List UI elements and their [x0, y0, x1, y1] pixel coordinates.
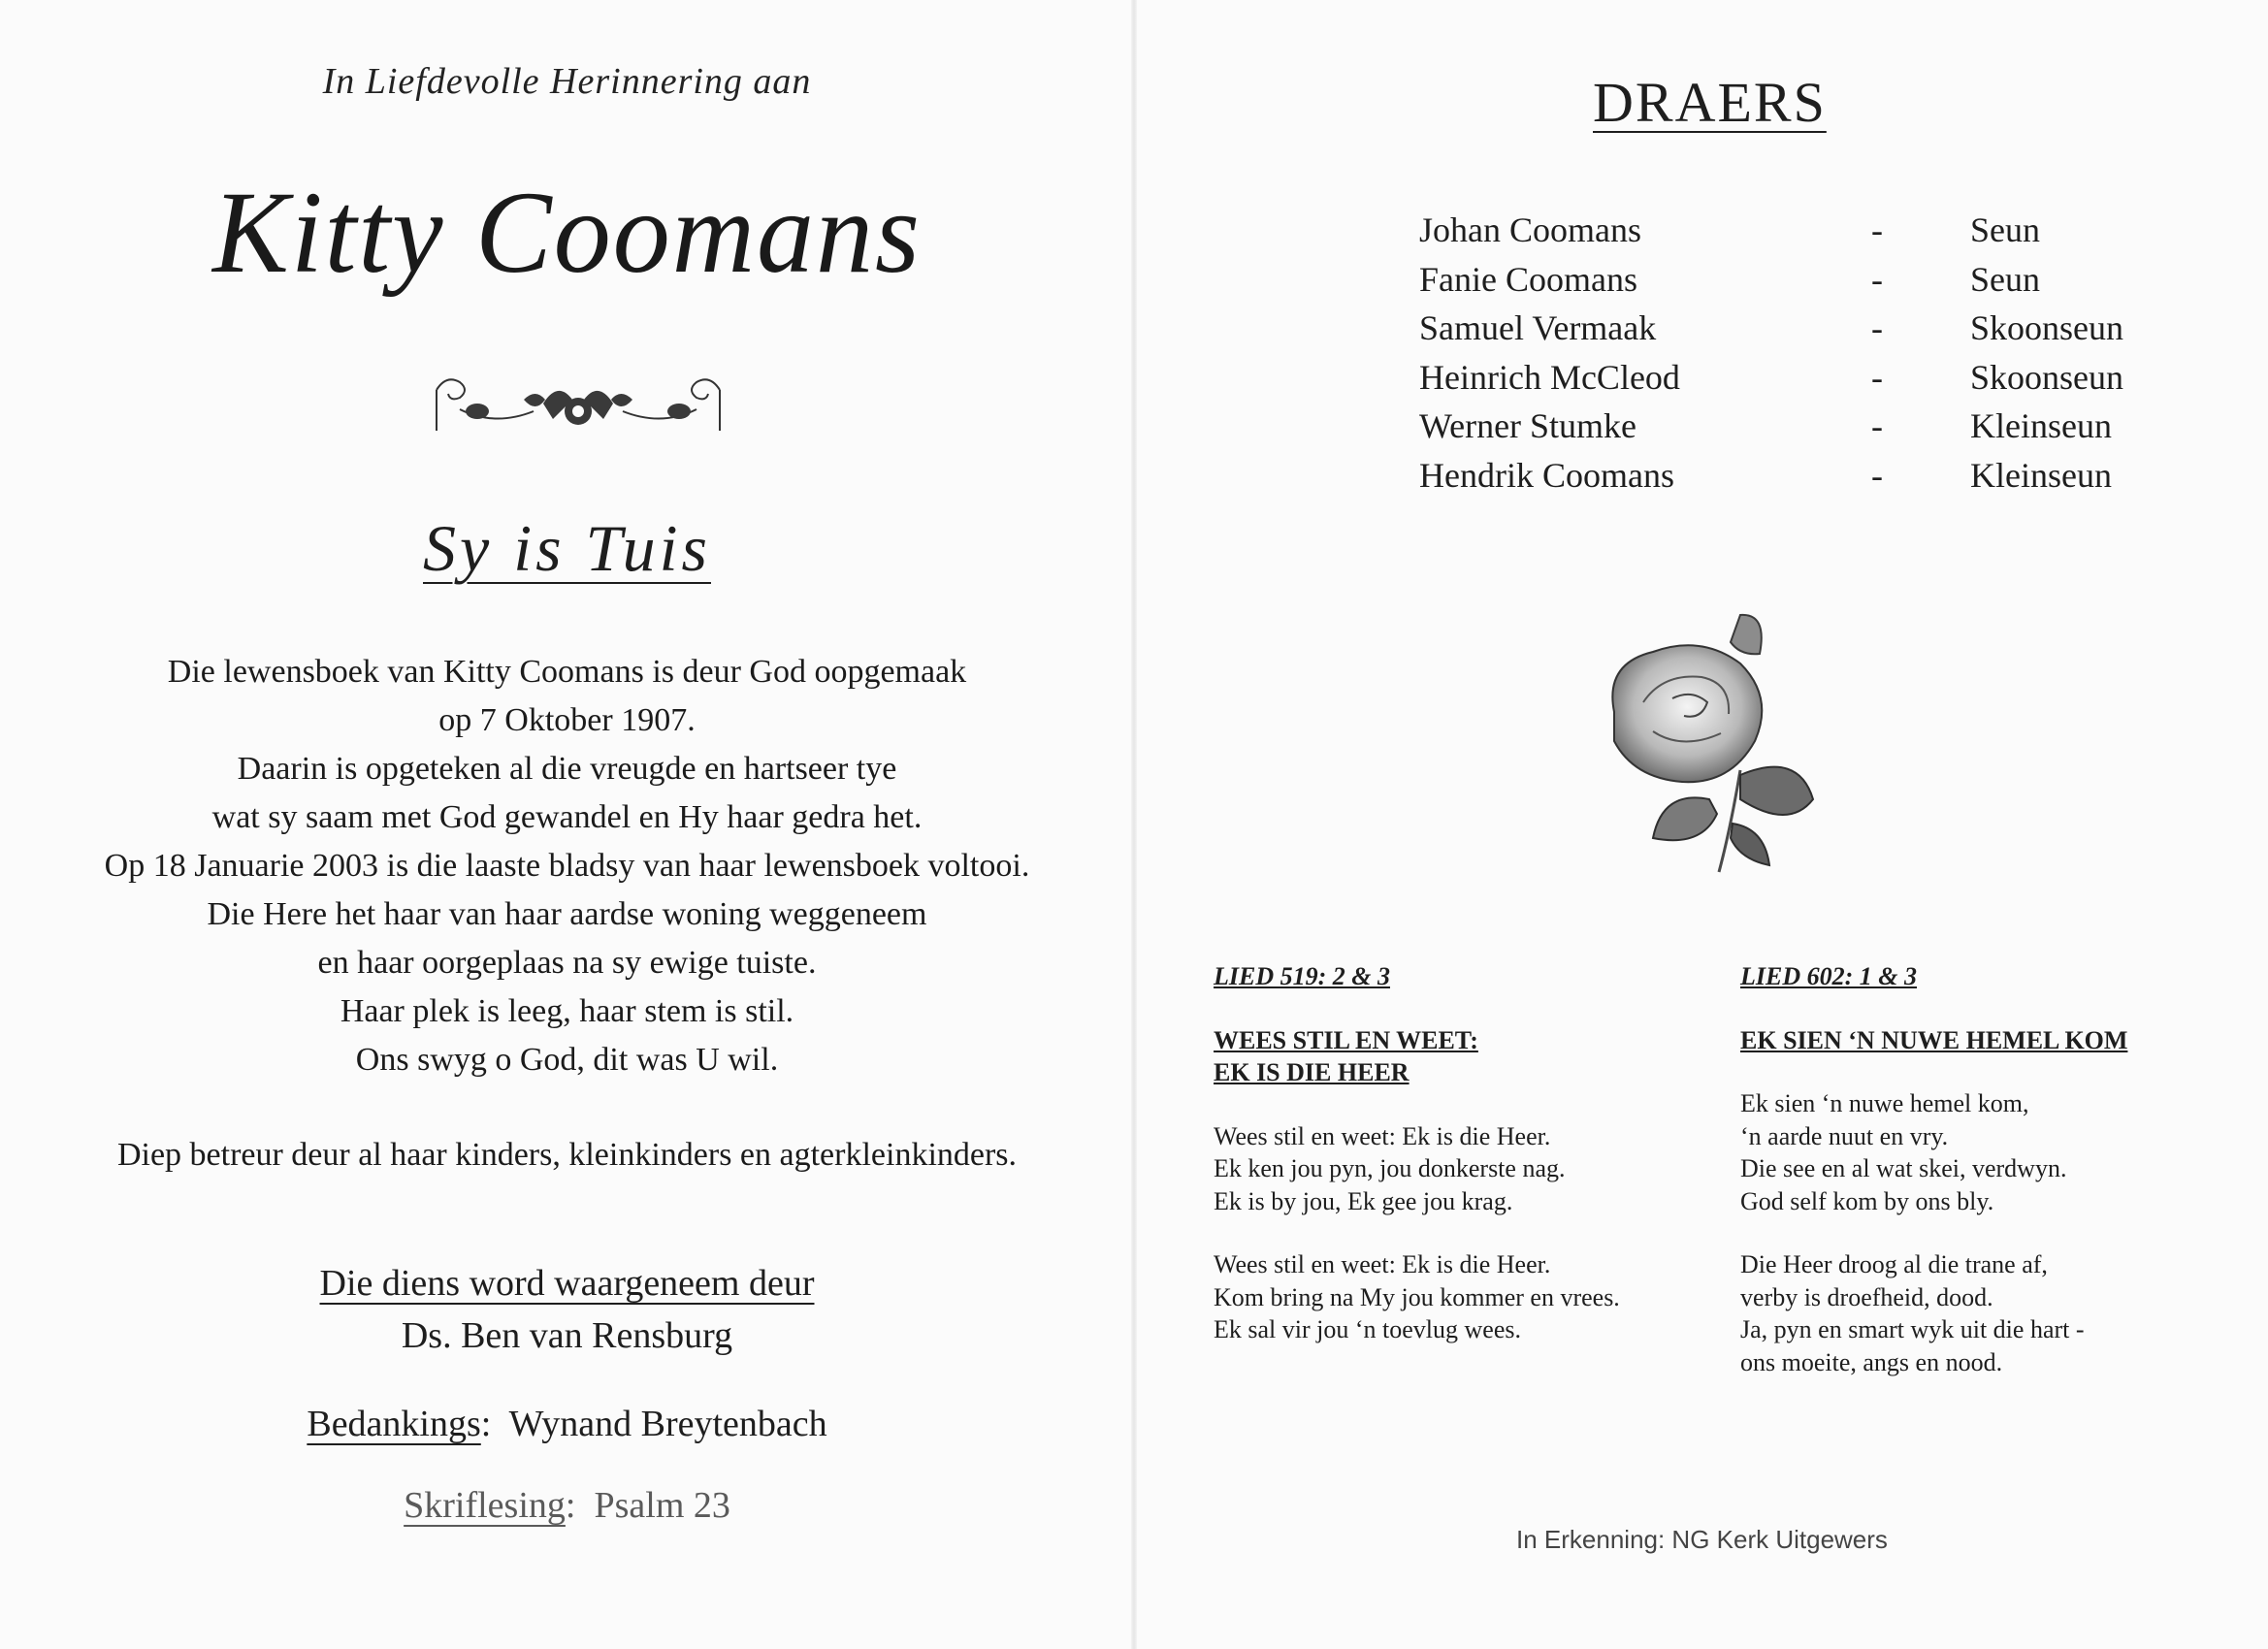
bearer-dash: - [1871, 406, 1883, 445]
hymn-title-line: WEES STIL EN WEET: [1214, 1025, 1478, 1054]
flourish-divider-icon [427, 371, 729, 438]
verse-line: Kom bring na My jou kommer en vrees. [1214, 1282, 1620, 1311]
bearer-name: Heinrich McCleod [1419, 357, 1680, 397]
hymn-block [1214, 960, 1718, 1346]
service-label: Die diens word waargeneem deur [319, 1263, 815, 1304]
verse-line: Ek sal vir jou ‘n toevlug wees. [1214, 1315, 1521, 1343]
hymn-title [1740, 1024, 2245, 1057]
verse-line: God self kom by ons bly. [1740, 1186, 1994, 1215]
bearer-name: Samuel Vermaak [1419, 308, 1657, 347]
verse-line: Wees stil en weet: Ek is die Heer. [1214, 1250, 1551, 1278]
service-block [0, 1257, 1134, 1362]
bearer-dash: - [1871, 455, 1883, 495]
bearer-relation: Skoonseun [1970, 308, 2124, 347]
dedication-line: In Liefdevolle Herinnering aan [322, 61, 812, 102]
verse-line: Ek ken jou pyn, jou donkerste nag. [1214, 1154, 1566, 1182]
verse-line: Wees stil en weet: Ek is die Heer. [1214, 1121, 1551, 1150]
mourners-line: Diep betreur deur al haar kinders, kleinkinders en agterkleinkinders. [116, 1137, 1018, 1173]
bearer-name: Johan Coomans [1419, 210, 1641, 249]
verse-line: ons moeite, angs en nood. [1740, 1347, 2003, 1376]
hymn-verse [1214, 1248, 1718, 1346]
bearer-name: Hendrik Coomans [1419, 455, 1674, 495]
right-page [1134, 0, 2268, 1649]
hymn-title [1214, 1024, 1718, 1089]
hymn-title-line: EK SIEN ‘N NUWE HEMEL KOM [1740, 1025, 2128, 1054]
verse-line: Ja, pyn en smart wyk uit die hart - [1740, 1315, 2085, 1343]
memorial-text [0, 648, 1134, 1084]
bearer-dash: - [1871, 259, 1883, 299]
thanks-label: Bedankings [307, 1404, 481, 1444]
bearer-relation: Seun [1970, 210, 2040, 249]
reading-value: Psalm 23 [594, 1485, 730, 1526]
rose-icon [1595, 605, 1828, 882]
bearer-name: Fanie Coomans [1419, 259, 1637, 299]
hymn-title-line: EK IS DIE HEER [1214, 1058, 1409, 1086]
poem-line: Haar plek is leeg, haar stem is stil. [340, 993, 794, 1029]
bearer-relation: Skoonseun [1970, 357, 2124, 397]
poem-line: Daarin is opgeteken al die vreugde en hartseer tye [237, 751, 897, 787]
section-heading: Sy is Tuis [423, 511, 711, 585]
bearer-name: Werner Stumke [1419, 406, 1637, 445]
minister-name: Ds. Ben van Rensburg [401, 1315, 733, 1356]
bearer-relation: Kleinseun [1970, 406, 2112, 445]
poem-line: Die Here het haar van haar aardse woning weggeneem [207, 896, 927, 932]
hymn-verse [1214, 1120, 1718, 1218]
hymn-reference: LIED 519: 2 & 3 [1214, 962, 1390, 990]
verse-line: ‘n aarde nuut en vry. [1740, 1121, 1949, 1150]
hymn-verse [1740, 1087, 2245, 1217]
bearer-relation: Kleinseun [1970, 455, 2112, 495]
thanks-name: Wynand Breytenbach [508, 1404, 827, 1444]
publisher-credit: In Erkenning: NG Kerk Uitgewers [1516, 1525, 1888, 1554]
thanks-line: Bedankings: Wynand Breytenbach [307, 1404, 827, 1444]
bearer-dash: - [1871, 210, 1883, 249]
poem-line: en haar oorgeplaas na sy ewige tuiste. [317, 945, 817, 981]
deceased-name: Kitty Coomans [212, 167, 922, 298]
poem-line: op 7 Oktober 1907. [438, 702, 696, 738]
reading-label: Skriflesing [404, 1485, 566, 1526]
poem-line: Ons swyg o God, dit was U wil. [355, 1042, 779, 1078]
poem-line: Op 18 Januarie 2003 is die laaste bladsy van haar lewensboek voltooi. [104, 848, 1030, 884]
bearer-relation: Seun [1970, 259, 2040, 299]
bearer-dash: - [1871, 357, 1883, 397]
verse-line: Ek is by jou, Ek gee jou krag. [1214, 1186, 1513, 1215]
hymn-reference: LIED 602: 1 & 3 [1740, 962, 1917, 990]
verse-line: Ek sien ‘n nuwe hemel kom, [1740, 1089, 2029, 1117]
verse-line: Die Heer droog al die trane af, [1740, 1250, 2048, 1278]
poem-line: Die lewensboek van Kitty Coomans is deur God oopgemaak [167, 654, 967, 690]
bearers-title: DRAERS [1593, 71, 1827, 134]
hymn-block [1740, 960, 2245, 1378]
bearer-dash: - [1871, 308, 1883, 347]
verse-line: Die see en al wat skei, verdwyn. [1740, 1154, 2067, 1182]
verse-line: verby is droefheid, dood. [1740, 1282, 1993, 1311]
hymn-verse [1740, 1248, 2245, 1378]
reading-line: Skriflesing: Psalm 23 [404, 1485, 730, 1526]
poem-line: wat sy saam met God gewandel en Hy haar gedra het. [211, 799, 923, 835]
